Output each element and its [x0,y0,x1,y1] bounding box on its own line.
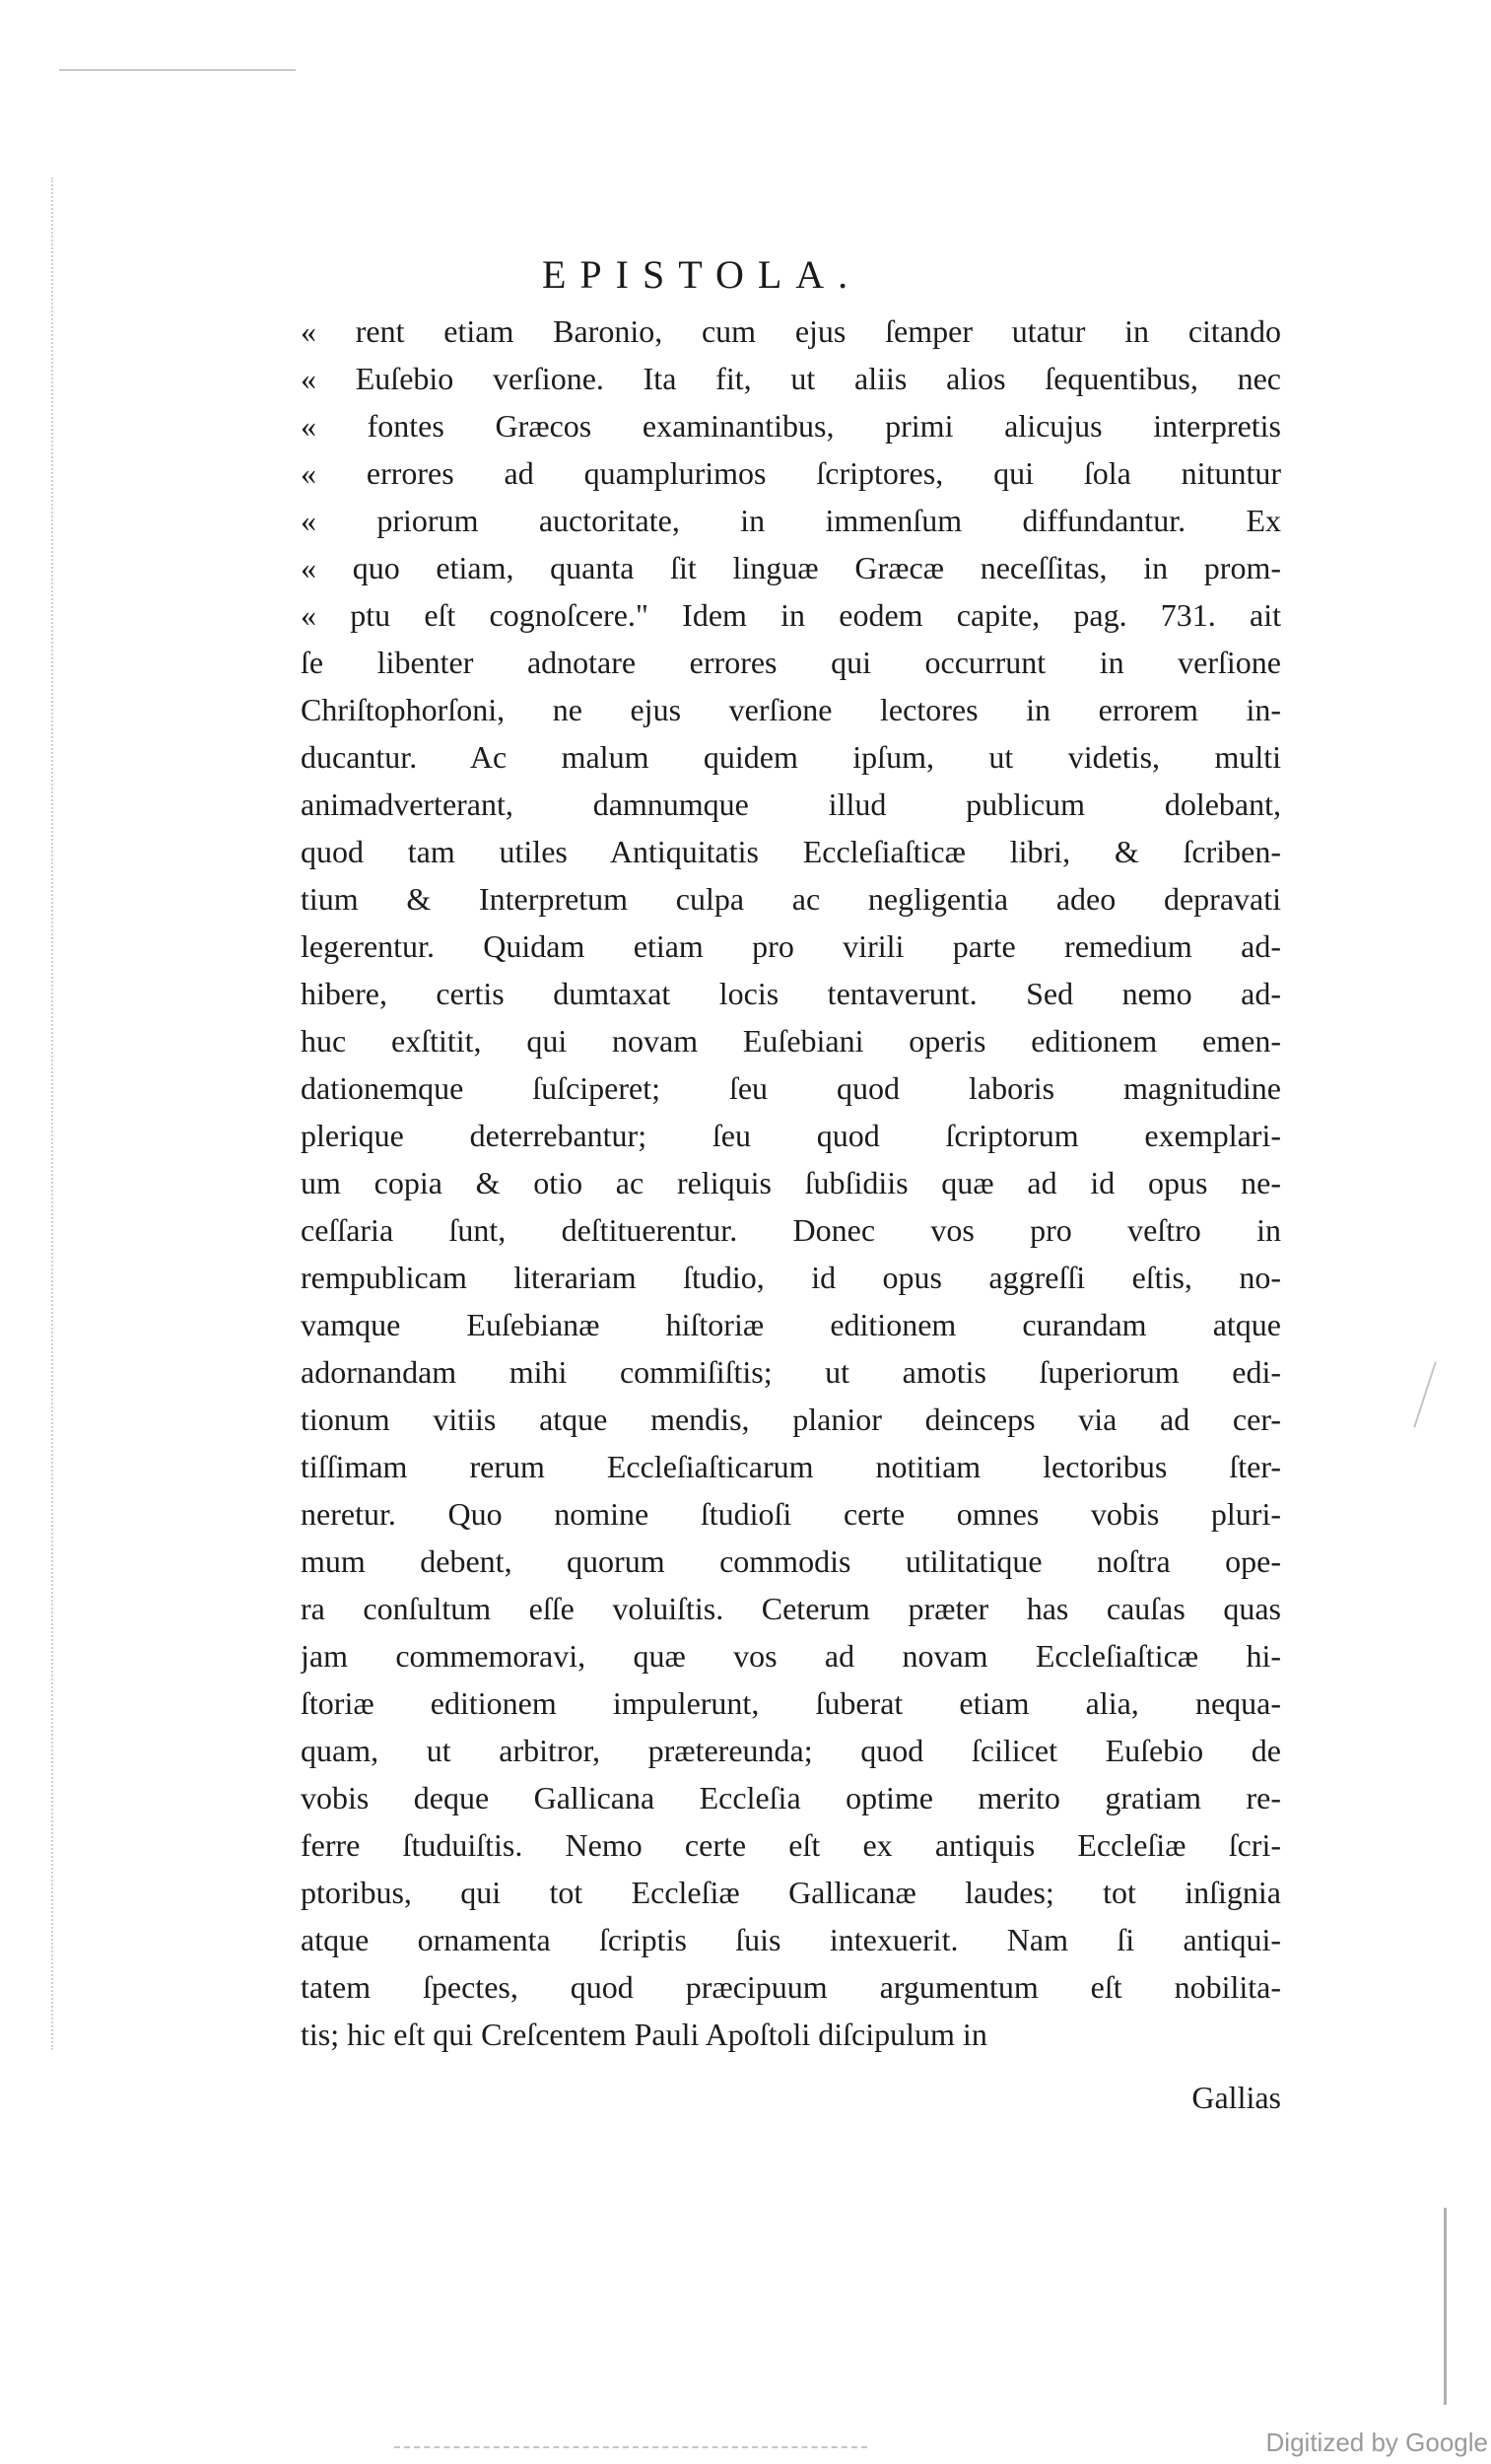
text-line: tium & Interpretum culpa ac negligentia adeo depravati [301,881,1281,917]
text-line: rempublicam literariam ſtudio, id opus aggreſſi eſtis, no- [301,1260,1281,1295]
text-line: « rent etiam Baronio, cum ejus ſemper utatur in citando [301,313,1281,349]
text-line: « fontes Græcos examinantibus, primi alicujus interpretis [301,408,1281,444]
scan-artifact-right-edge [1444,2208,1447,2405]
text-line: um copia & otio ac reliquis ſubſidiis quæ ad id opus ne- [301,1165,1281,1200]
text-line: dationemque ſuſciperet; ſeu quod laboris magnitudine [301,1070,1281,1106]
scan-artifact-right-mark [1413,1361,1437,1427]
text-line: ptoribus, qui tot Eccleſiæ Gallicanæ laudes; tot inſignia [301,1875,1281,1910]
text-line: huc exſtitit, qui novam Euſebiani operis editionem emen- [301,1023,1281,1059]
text-line: ſtoriæ editionem impulerunt, ſuberat etiam alia, nequa- [301,1685,1281,1721]
text-line: vobis deque Gallicana Eccleſia optime merito gratiam re- [301,1780,1281,1815]
text-line: tis; hic eſt qui Creſcentem Pauli Apoſtoli diſcipulum in [301,2017,987,2052]
text-line: jam commemoravi, quæ vos ad novam Eccleſiaſticæ hi- [301,1638,1281,1674]
text-line: « quo etiam, quanta ſit linguæ Græcæ neceſſitas, in prom- [301,550,1281,585]
text-line: ſe libenter adnotare errores qui occurrunt in verſione [301,645,1281,680]
text-line: « errores ad quamplurimos ſcriptores, qui ſola nituntur [301,455,1281,491]
text-line: plerique deterrebantur; ſeu quod ſcriptorum exemplari- [301,1118,1281,1153]
text-line: tiſſimam rerum Eccleſiaſticarum notitiam lectoribus ſter- [301,1449,1281,1484]
text-line: ferre ſtuduiſtis. Nemo certe eſt ex antiquis Eccleſiæ ſcri- [301,1827,1281,1863]
text-line: Chriſtophorſoni, ne ejus verſione lectores in errorem in- [301,692,1281,727]
text-line: ra conſultum eſſe voluiſtis. Ceterum præter has cauſas quas [301,1591,1281,1626]
text-line: ducantur. Ac malum quidem ipſum, ut videtis, multi [301,739,1281,775]
scan-artifact-left-edge [51,177,53,2050]
text-line: tatem ſpectes, quod præcipuum argumentum eſt nobilita- [301,1969,1281,2005]
text-line: ceſſaria ſunt, deſtituerentur. Donec vos pro veſtro in [301,1212,1281,1248]
text-line: legerentur. Quidam etiam pro virili parte remedium ad- [301,928,1281,964]
text-line: mum debent, quorum commodis utilitatique noſtra ope- [301,1543,1281,1579]
scan-artifact-top-rule [59,69,296,71]
scan-artifact-bottom-rule [394,2446,867,2448]
text-line: neretur. Quo nomine ſtudioſi certe omnes vobis pluri- [301,1496,1281,1532]
text-line: vamque Euſebianæ hiſtoriæ editionem curandam atque [301,1307,1281,1342]
text-line: tionum vitiis atque mendis, planior deinceps via ad cer- [301,1402,1281,1437]
text-line: quod tam utiles Antiquitatis Eccleſiaſticæ libri, & ſcriben- [301,834,1281,869]
body-text [301,308,1281,2058]
digitized-watermark: Digitized by Google [1265,2428,1488,2457]
running-title: EPISTOLA. [542,252,862,297]
text-line: adornandam mihi commiſiſtis; ut amotis ſuperiorum edi- [301,1354,1281,1390]
text-line: atque ornamenta ſcriptis ſuis intexuerit. Nam ſi antiqui- [301,1922,1281,1957]
text-line: « ptu eſt cognoſcere." Idem in eodem capite, pag. 731. ait [301,597,1281,633]
text-line: animadverterant, damnumque illud publicum dolebant, [301,787,1281,822]
text-line: « Euſebio verſione. Ita fit, ut aliis alios ſequentibus, nec [301,361,1281,396]
text-line: « priorum auctoritate, in immenſum diffundantur. Ex [301,503,1281,538]
catchword: Gallias [1191,2080,1281,2115]
text-line: quam, ut arbitror, prætereunda; quod ſcilicet Euſebio de [301,1733,1281,1768]
text-line: hibere, certis dumtaxat locis tentaverunt. Sed nemo ad- [301,976,1281,1011]
